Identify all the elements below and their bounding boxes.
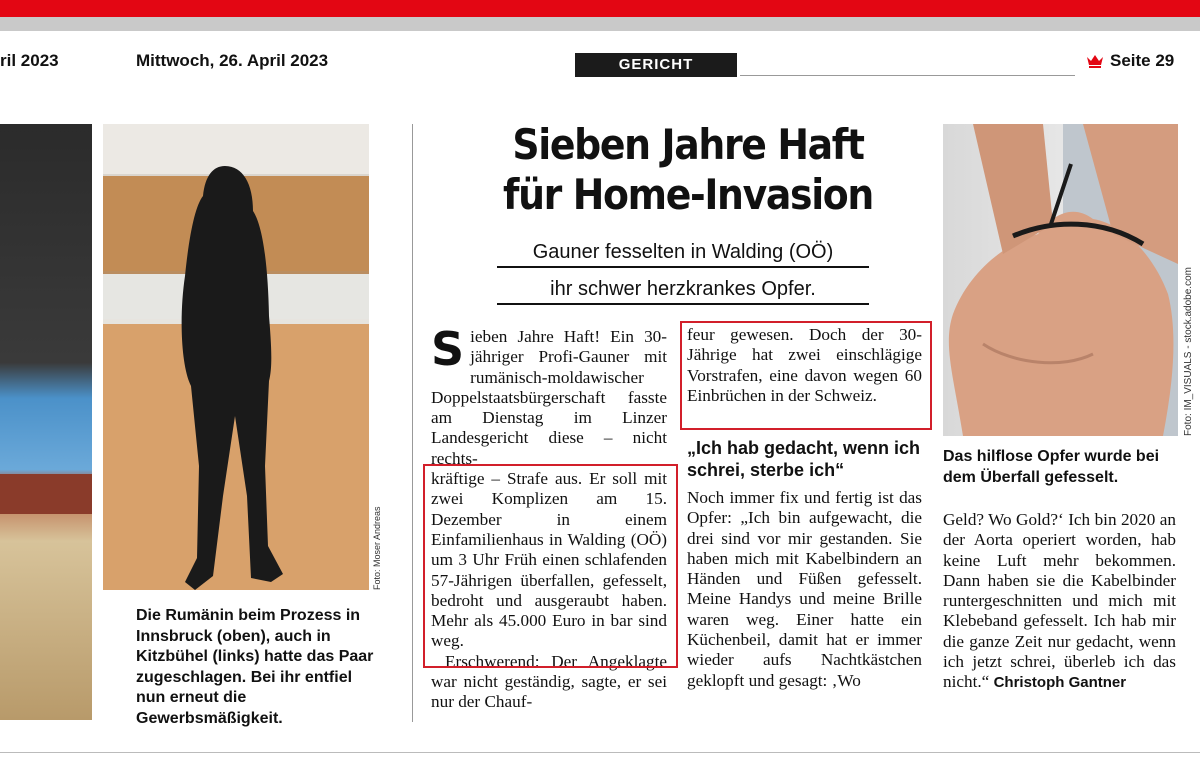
left-photo-caption: Die Rumänin beim Prozess in Innsbruck (oben), auch in Kitzbühel (links) hatte das Paar zugeschlagen. Bei ihr entfiel nun erneut die Gewerbsmäßigkeit. [136, 607, 374, 727]
article-headline [499, 120, 877, 220]
article-column-1 [431, 322, 667, 713]
victim-quote-continued: Geld? Wo Gold?‘ Ich bin 2020 an der Aorta operiert worden, hab keine Luft mehr bekommen. Dann haben sie die Kabelbinder runtergeschnitten und mich mit Klebeband gefesselt. Ich hab mir die ganze Zeit nur gedacht, wenn ich jetzt schrei, überleb ich das nicht.“ Christoph Gantner [943, 510, 1176, 692]
column-divider [412, 124, 413, 722]
headline-line-2: für Home-Invasion [503, 170, 873, 219]
victim-quote-paragraph: Noch immer fix und fertig ist das Opfer: „Ich bin aufgewacht, die drei sind vor mir gestanden. Sie haben mich mit Kabelbindern an Händen und Füßen gefesselt. Meine Handys und meine Brille waren weg. Einer hatte ein Küchenbeil, damit hat er immer wieder aufs Nachtkästchen geklopft und gesagt: ‚Wo [687, 488, 922, 690]
drop-cap: S [431, 322, 465, 376]
right-photo-caption: Das hilflose Opfer wurde bei dem Überfall gefesselt. [943, 448, 1160, 486]
previous-page-date-fragment: ril 2023 [0, 51, 59, 70]
courtroom-photo [103, 124, 369, 590]
paragraph-erschwerend: Erschwerend: Der Angeklagte war nicht geständig, sagte, er sei nur der Chauf- [431, 651, 667, 712]
ressort-label: GERICHT [575, 53, 737, 77]
subheading-line-1: Gauner fesselten in Walding (OÖ) [497, 238, 869, 268]
issue-date: Mittwoch, 26. April 2023 [136, 51, 329, 70]
bottom-rule [0, 752, 1200, 753]
top-grey-strip [0, 17, 1200, 31]
kitzbuehel-photo-fragment [0, 124, 92, 720]
crown-icon [1086, 54, 1104, 68]
headline-line-1: Sieben Jahre Haft [512, 120, 864, 169]
header-rule [740, 75, 1075, 76]
highlighted-paragraph-2: feur gewesen. Doch der 30-Jährige hat zwei einschlägige Vorstrafen, eine davon wegen 60 Einbrüchen in der Schweiz. [687, 325, 922, 405]
quote-subhead: „Ich hab gedacht, wenn ich schrei, sterbe ich“ [687, 438, 921, 480]
article-column-2-top [687, 325, 922, 406]
article-column-2-body [687, 488, 922, 691]
defendant-silhouette [173, 166, 293, 590]
author-byline: Christoph Gantner [993, 674, 1127, 692]
subheading-line-2: ihr schwer herzkrankes Opfer. [497, 275, 869, 305]
page-number: Seite 29 [1110, 51, 1175, 70]
hands-photo-credit: Foto: IM_VISUALS - stock.adobe.com [1183, 267, 1194, 436]
intro-paragraph: Sieben Jahre Haft! Ein 30-jähriger Profi-Gauner mit rumänisch-moldawischer Doppelstaatsbürgerschaft fasste am Dienstag im Linzer Landesgericht diese – nicht rechts- [431, 322, 667, 468]
brand-top-bar [0, 0, 1200, 17]
court-photo-credit: Foto: Moser Andreas [372, 506, 382, 590]
hands-illustration [943, 124, 1178, 436]
article-column-3 [943, 510, 1176, 694]
highlighted-paragraph: kräftige – Strafe aus. Er soll mit zwei Komplizen am 15. Dezember in einem Einfamilienhaus in Walding (OÖ) um 3 Uhr Früh einen schlafenden 57-Jährigen überfallen, gefesselt, bedroht und ausgeraubt haben. Mehr als 45.000 Euro in bar sind weg. [431, 469, 667, 651]
tied-hands-photo [943, 124, 1178, 436]
